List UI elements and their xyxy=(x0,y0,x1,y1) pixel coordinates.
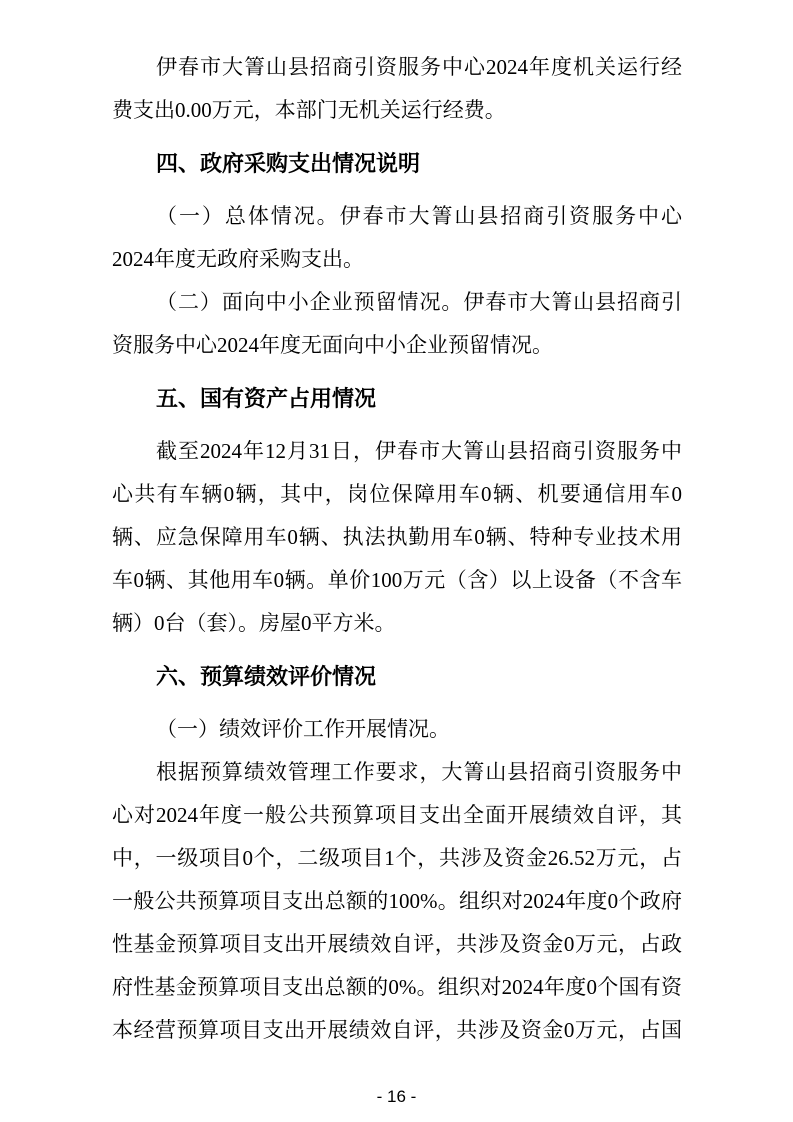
para-sme-reservation xyxy=(112,281,682,367)
para-agency-operating-expenses xyxy=(112,46,682,132)
section-heading-budget-performance: 六、预算绩效评价情况 xyxy=(156,664,377,689)
text-line: 一般公共预算项目支出总额的100%。组织对2024年度0个政府 xyxy=(112,889,682,913)
text-line: （二）面向中小企业预留情况。伊春市大箐山县招商引 xyxy=(156,290,682,314)
text-line: 费支出0.00万元，本部门无机关运行经费。 xyxy=(112,98,506,122)
text-line: 车0辆、其他用车0辆。单价100万元（含）以上设备（不含车 xyxy=(112,568,682,592)
text-line: 伊春市大箐山县招商引资服务中心2024年度机关运行经 xyxy=(156,55,682,79)
para-state-assets-detail xyxy=(112,430,682,645)
text-line: 心对2024年度一般公共预算项目支出全面开展绩效自评，其 xyxy=(112,803,682,827)
text-line: 2024年度无政府采购支出。 xyxy=(112,247,364,271)
text-line: 性基金预算项目支出开展绩效自评，共涉及资金0万元，占政 xyxy=(112,932,682,956)
text-line: 府性基金预算项目支出总额的0%。组织对2024年度0个国有资 xyxy=(112,975,682,999)
text-line: （一）总体情况。伊春市大箐山县招商引资服务中心 xyxy=(156,204,682,228)
page-number: - 16 - xyxy=(376,1087,417,1106)
section-heading-government-procurement: 四、政府采购支出情况说明 xyxy=(156,151,421,176)
section-heading-state-assets: 五、国有资产占用情况 xyxy=(156,386,377,411)
text-line: 截至2024年12月31日，伊春市大箐山县招商引资服务中 xyxy=(156,439,682,463)
para-performance-self-evaluation xyxy=(112,751,682,1052)
text-line: （一）绩效评价工作开展情况。 xyxy=(156,717,450,741)
para-procurement-overall xyxy=(112,195,682,281)
text-line: 辆、应急保障用车0辆、执法执勤用车0辆、特种专业技术用 xyxy=(112,525,682,549)
text-line: 心共有车辆0辆，其中，岗位保障用车0辆、机要通信用车0 xyxy=(112,482,682,506)
text-line: 资服务中心2024年度无面向中小企业预留情况。 xyxy=(112,333,553,357)
page-footer xyxy=(0,1087,793,1107)
text-line: 本经营预算项目支出开展绩效自评，共涉及资金0万元，占国 xyxy=(112,1018,682,1042)
text-line: 辆）0台（套）。房屋0平方米。 xyxy=(112,611,396,635)
text-line: 根据预算绩效管理工作要求，大箐山县招商引资服务中 xyxy=(156,760,682,784)
document-body xyxy=(112,46,682,1052)
text-line: 中，一级项目0个，二级项目1个，共涉及资金26.52万元，占 xyxy=(112,846,682,870)
para-performance-evaluation-intro xyxy=(112,708,682,751)
